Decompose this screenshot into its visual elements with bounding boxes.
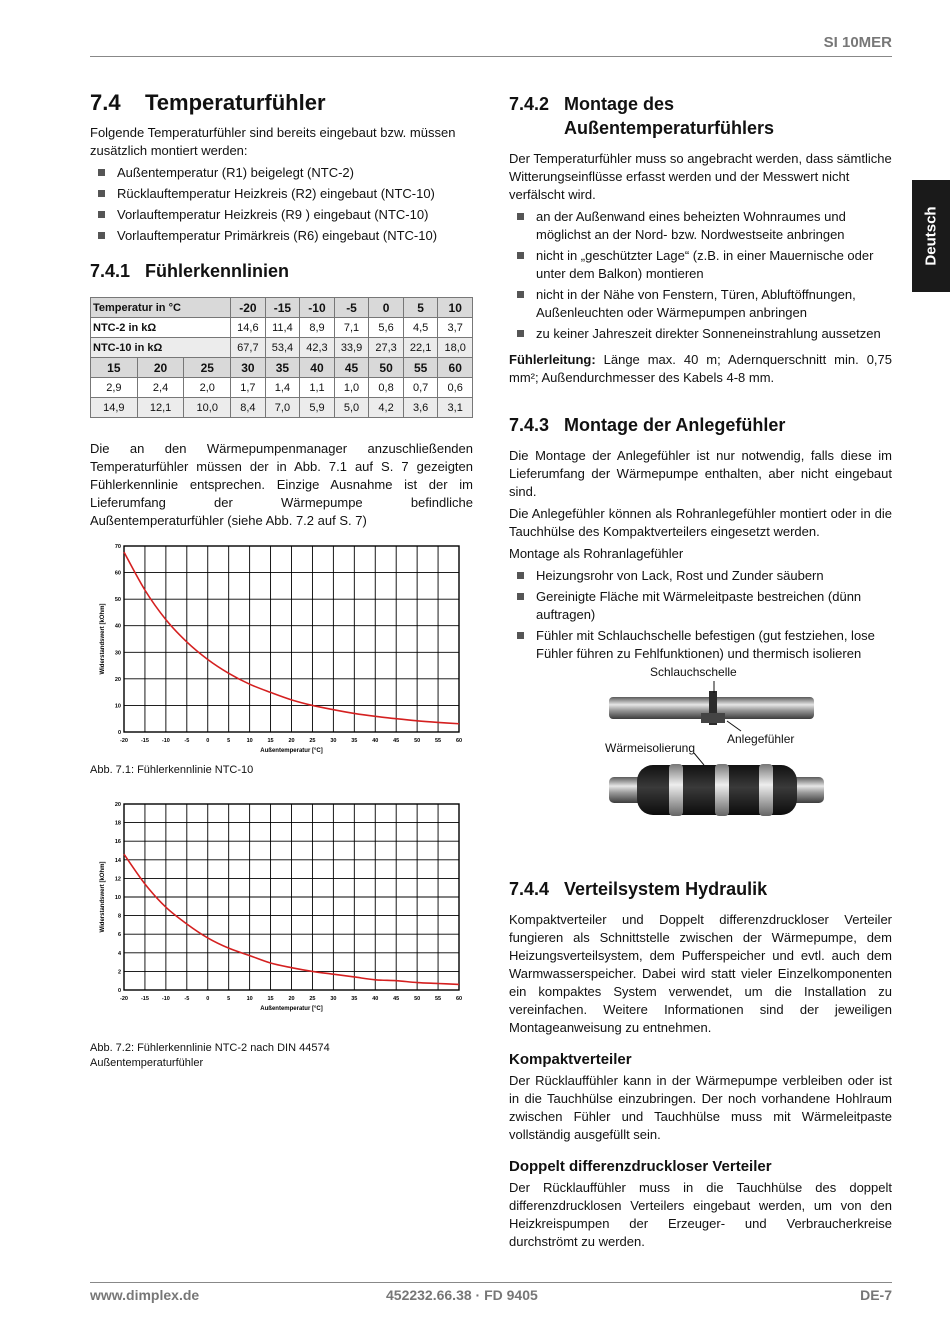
y-tick-label: 16 — [114, 839, 121, 846]
table-cell: 4,2 — [369, 398, 404, 418]
ntc10-characteristic-chart — [90, 540, 473, 755]
section-7-4-3-heading — [509, 413, 892, 437]
compact-distributor-heading: Kompaktverteiler — [509, 1051, 632, 1068]
table-cell: 30 — [231, 358, 266, 378]
x-tick-label: 25 — [309, 996, 316, 1002]
list-item: nicht in „geschützter Lage“ (z.B. in einer Mauernische oder unter dem Balkon) montieren — [509, 247, 892, 283]
section-title: Fühlerkennlinien — [145, 261, 290, 281]
table-cell: 3,1 — [438, 398, 473, 418]
x-tick-label: -15 — [140, 738, 149, 744]
section-7-4-3-para2: Die Anlegefühler können als Rohranlegefühler montiert oder in die Tauchhülse des Kompaktverteilers eingesetzt werden. — [509, 506, 892, 539]
y-tick-label: 10 — [114, 895, 121, 901]
section-number: 7.4.4 — [509, 879, 550, 899]
square-bullet-icon — [517, 330, 524, 337]
square-bullet-icon — [98, 232, 105, 239]
x-tick-label: 5 — [227, 996, 231, 1002]
section-number: 7.4.3 — [509, 415, 550, 435]
table-cell: 5,9 — [300, 398, 335, 418]
y-tick-label: 4 — [117, 950, 121, 957]
x-tick-label: 35 — [351, 996, 358, 1002]
table-cell: 60 — [438, 358, 473, 378]
table-cell: 55 — [403, 358, 438, 378]
y-tick-label: 60 — [114, 570, 121, 577]
section-7-4-1-heading — [90, 259, 473, 283]
section-7-4-4-paragraph: Kompaktverteiler und Doppelt differenzdruckloser Verteiler fungieren als Schnittstelle zwischen der Wärmepumpe, dem Heizungsverteilsystem, dem Pufferspeicher und evtl. auch dem Warmwasserspeicher. Dabei wird statt vieler Einzelkomponenten ein kompaktes System verwendet, um die Installation zu vereinfachen. Weitere Informationen sind der jeweiligen Montageanweisung zu entnehmen. — [509, 912, 892, 1035]
table-cell: 11,4 — [265, 318, 300, 338]
page-footer — [90, 1282, 892, 1303]
table-row-label: NTC-2 in kΩ — [91, 318, 231, 338]
x-tick-label: 5 — [227, 738, 231, 744]
section-7-4-2-paragraph: Der Temperaturfühler muss so angebracht werden, dass sämtliche Witterungseinflüsse erfasst werden und der Messwert nicht verfälscht wird. — [509, 151, 892, 202]
table-cell: 20 — [137, 358, 184, 378]
table-cell: 2,4 — [137, 378, 184, 398]
x-tick-label: -10 — [161, 996, 170, 1002]
table-cell: 22,1 — [403, 338, 438, 358]
table-cell: 33,9 — [334, 338, 369, 358]
table-cell: 42,3 — [300, 338, 335, 358]
square-bullet-icon — [517, 213, 524, 220]
square-bullet-icon — [98, 190, 105, 197]
x-tick-label: 40 — [372, 996, 379, 1002]
x-tick-label: 50 — [414, 996, 421, 1002]
table-cell: 0,8 — [369, 378, 404, 398]
y-axis-label: Widerstandswert [kOhm] — [100, 603, 106, 675]
insulation-leader-line — [694, 753, 704, 765]
y-tick-label: 20 — [114, 802, 121, 808]
table-cell: -10 — [300, 298, 335, 318]
x-tick-label: -15 — [140, 996, 149, 1002]
square-bullet-icon — [98, 211, 105, 218]
footer-website-link[interactable]: www.dimplex.de — [90, 1287, 200, 1303]
square-bullet-icon — [517, 291, 524, 298]
tape-band-shape — [669, 764, 683, 816]
square-bullet-icon — [517, 252, 524, 259]
x-tick-label: -10 — [161, 738, 170, 744]
y-tick-label: 40 — [114, 623, 121, 630]
figure-caption-line: Abb. 7.2: Fühlerkennlinie NTC-2 nach DIN 44574 — [90, 1042, 330, 1054]
table-cell: 50 — [369, 358, 404, 378]
table-cell: 25 — [184, 358, 231, 378]
section-title-line: Montage des — [564, 94, 675, 114]
table-cell: 35 — [265, 358, 300, 378]
double-distributor-heading: Doppelt differenzdruckloser Verteiler — [509, 1158, 772, 1175]
x-tick-label: 35 — [351, 738, 358, 744]
y-tick-label: 0 — [117, 730, 121, 736]
table-cell: 27,3 — [369, 338, 404, 358]
x-tick-label: 30 — [330, 996, 337, 1002]
x-tick-label: 45 — [393, 996, 400, 1002]
square-bullet-icon — [517, 632, 524, 639]
tape-band-shape — [759, 764, 773, 816]
x-tick-label: 0 — [206, 738, 210, 744]
x-tick-label: 0 — [206, 996, 210, 1002]
square-bullet-icon — [517, 593, 524, 600]
y-tick-label: 6 — [117, 932, 121, 939]
footer-doc-number: 452232.66.38 · FD 9405 — [386, 1287, 538, 1303]
figure-caption-line: Außentemperaturfühler — [90, 1057, 204, 1069]
table-cell: 10 — [438, 298, 473, 318]
table-row-label: Temperatur in °C — [91, 298, 231, 318]
x-tick-label: 40 — [372, 738, 379, 744]
section-7-4-3-para1: Die Montage der Anlegefühler ist nur notwendig, falls diese im Lieferumfang der Wärmepumpe enthalten, aber nicht eingebaut sind. — [509, 448, 892, 499]
page-header — [90, 34, 892, 57]
y-tick-label: 2 — [117, 969, 121, 976]
x-tick-label: 55 — [435, 738, 442, 744]
label-insulation: Wärmeisolierung — [605, 741, 696, 755]
table-row — [91, 358, 473, 378]
x-axis-label: Außentemperatur [°C] — [260, 748, 323, 754]
y-tick-label: 30 — [114, 650, 121, 657]
x-axis-label: Außentemperatur [°C] — [260, 1006, 323, 1012]
table-cell: 8,4 — [231, 398, 266, 418]
y-tick-label: 10 — [114, 703, 121, 710]
section-7-4-3-para3: Montage als Rohranlagefühler — [509, 546, 684, 561]
list-item: Gereinigte Fläche mit Wärmeleitpaste bestreichen (dünn auftragen) — [509, 588, 892, 624]
section-7-4-1-paragraph: Die an den Wärmepumpenmanager anzuschließenden Temperaturfühler müssen der in Abb. 7.1 auf S. 7 gezeigten Fühlerkennlinie entsprechen. Einzige Ausnahme ist der im Lieferumfang der Wärmepumpe befindliche Außentemperaturfühler (siehe Abb. 7.2 auf S. 7) — [90, 441, 473, 528]
sensor-lead-text: Länge max. 40 m; Adernquerschnitt min. 0,75 mm²; Außendurchmesser des Kabels 4-8 mm. — [509, 352, 892, 385]
list-item: Fühler mit Schlauchschelle befestigen (gut festziehen, lose Fühler führen zu Fehlfunktionen) und thermisch isolieren — [509, 627, 892, 663]
table-cell: 3,7 — [438, 318, 473, 338]
list-item: Vorlauftemperatur Primärkreis (R6) eingebaut (NTC-10) — [90, 227, 473, 245]
list-item: Vorlauftemperatur Heizkreis (R9 ) eingebaut (NTC-10) — [90, 206, 473, 224]
table-cell: 15 — [91, 358, 138, 378]
y-tick-label: 8 — [117, 913, 121, 920]
x-tick-label: 55 — [435, 996, 442, 1002]
table-cell: 12,1 — [137, 398, 184, 418]
double-distributor-text: Der Rücklauffühler muss in die Tauchhülse des doppelt differenzdrucklosen Verteilers eingebaut werden, um von den Heizkreispumpen der Erzeuger- und Verbraucherkreise durchströmt zu werden. — [509, 1180, 892, 1249]
section-number: 7.4 — [90, 90, 121, 115]
table-row-label: NTC-10 in kΩ — [91, 338, 231, 358]
table-cell: 14,9 — [91, 398, 138, 418]
section-number: 7.4.1 — [90, 261, 131, 281]
x-tick-label: 20 — [288, 738, 295, 744]
sensor-body-shape — [701, 713, 725, 723]
compact-distributor-text: Der Rücklauffühler kann in der Wärmepumpe verbleiben oder ist in die Tauchhülse einzubringen. Der noch vorhandene Hohlraum zwischen Fühler und Tauchhülse muss mit Wärmeleitpaste vollständig ausgefüllt sein. — [509, 1073, 892, 1142]
y-tick-label: 20 — [114, 676, 121, 683]
table-cell: -15 — [265, 298, 300, 318]
y-tick-label: 0 — [117, 988, 121, 994]
x-tick-label: 60 — [455, 996, 463, 1002]
list-item: Rücklauftemperatur Heizkreis (R2) eingebaut (NTC-10) — [90, 185, 473, 203]
mounting-rules-list — [509, 208, 892, 343]
right-column — [509, 92, 892, 1255]
table-cell: 14,6 — [231, 318, 266, 338]
table-cell: 53,4 — [265, 338, 300, 358]
section-7-4-2-heading — [509, 92, 892, 140]
table-cell: 2,9 — [91, 378, 138, 398]
x-tick-label: 45 — [393, 738, 400, 744]
table-cell: 3,6 — [403, 398, 438, 418]
x-tick-label: 25 — [309, 738, 316, 744]
pipe-sensor-illustration — [509, 665, 892, 841]
table-cell: 40 — [300, 358, 335, 378]
y-tick-label: 14 — [114, 857, 121, 864]
section-title: Temperaturfühler — [145, 90, 326, 115]
language-tab — [912, 180, 950, 292]
table-cell: 1,4 — [265, 378, 300, 398]
section-7-4-heading — [90, 90, 473, 116]
table-cell: 7,1 — [334, 318, 369, 338]
pipe-sensor-photo — [509, 671, 892, 841]
y-axis-label: Widerstandswert [kOhm] — [100, 861, 106, 933]
list-item: zu keiner Jahreszeit direkter Sonneneinstrahlung aussetzen — [509, 325, 892, 343]
x-tick-label: -5 — [184, 738, 190, 744]
x-tick-label: 20 — [288, 996, 295, 1002]
header-doc-id: SI 10MER — [823, 34, 892, 51]
x-tick-label: 50 — [414, 738, 421, 744]
table-cell: 1,1 — [300, 378, 335, 398]
sensor-lead-spec — [509, 351, 892, 387]
table-row — [91, 378, 473, 398]
table-cell: -20 — [231, 298, 266, 318]
left-column — [90, 90, 473, 1091]
y-tick-label: 12 — [114, 876, 121, 883]
table-cell: 2,0 — [184, 378, 231, 398]
table-cell: 5,6 — [369, 318, 404, 338]
x-tick-label: 10 — [246, 738, 253, 744]
language-tab-label: Deutsch — [922, 206, 940, 266]
y-tick-label: 70 — [114, 544, 121, 550]
x-tick-label: 60 — [455, 738, 463, 744]
sensor-leader-line — [727, 721, 741, 731]
table-cell: 0,6 — [438, 378, 473, 398]
sensor-list — [90, 164, 473, 245]
figure-caption-7-2 — [90, 1041, 473, 1071]
table-cell: 67,7 — [231, 338, 266, 358]
sensor-characteristic-table — [90, 297, 473, 418]
x-tick-label: -20 — [120, 738, 128, 744]
table-cell: 45 — [334, 358, 369, 378]
section-title: Verteilsystem Hydraulik — [564, 879, 768, 899]
figure-caption-7-1: Abb. 7.1: Fühlerkennlinie NTC-10 — [90, 764, 254, 776]
table-row — [91, 338, 473, 358]
x-tick-label: 15 — [267, 996, 274, 1002]
table-cell: 7,0 — [265, 398, 300, 418]
table-cell: 10,0 — [184, 398, 231, 418]
table-row — [91, 398, 473, 418]
table-cell: 18,0 — [438, 338, 473, 358]
footer-page-number: DE-7 — [860, 1287, 892, 1303]
table-cell: 0,7 — [403, 378, 438, 398]
sensor-lead-label: Fühlerleitung: — [509, 352, 596, 367]
x-tick-label: -5 — [184, 996, 190, 1002]
square-bullet-icon — [98, 169, 105, 176]
ntc2-characteristic-chart — [90, 798, 473, 1013]
label-hose-clamp: Schlauchschelle — [650, 665, 737, 679]
section-7-4-4-heading — [509, 877, 892, 901]
list-item: nicht in der Nähe von Fenstern, Türen, Abluftöffnungen, Außenleuchten oder Wärmepumpen anbringen — [509, 286, 892, 322]
label-pipe-sensor: Anlegefühler — [727, 732, 795, 746]
table-row — [91, 298, 473, 318]
table-row — [91, 318, 473, 338]
y-tick-label: 18 — [114, 820, 121, 827]
x-tick-label: 30 — [330, 738, 337, 744]
section-title: Montage der Anlegefühler — [564, 415, 786, 435]
table-cell: 0 — [369, 298, 404, 318]
x-tick-label: 15 — [267, 738, 274, 744]
table-cell: 5 — [403, 298, 438, 318]
table-cell: 1,7 — [231, 378, 266, 398]
y-tick-label: 50 — [114, 597, 121, 604]
square-bullet-icon — [517, 572, 524, 579]
section-number: 7.4.2 — [509, 94, 550, 114]
list-item: an der Außenwand eines beheizten Wohnraumes und möglichst an der Nord- bzw. Nordwestseite anbringen — [509, 208, 892, 244]
x-tick-label: -20 — [120, 996, 128, 1002]
x-tick-label: 10 — [246, 996, 253, 1002]
table-cell: 1,0 — [334, 378, 369, 398]
table-cell: -5 — [334, 298, 369, 318]
tape-band-shape — [715, 764, 729, 816]
list-item: Außentemperatur (R1) beigelegt (NTC-2) — [90, 164, 473, 182]
section-7-4-intro: Folgende Temperaturfühler sind bereits eingebaut bzw. müssen zusätzlich montiert werden: — [90, 125, 456, 158]
table-cell: 4,5 — [403, 318, 438, 338]
table-cell: 8,9 — [300, 318, 335, 338]
pipe-sensor-steps-list — [509, 567, 892, 663]
list-item: Heizungsrohr von Lack, Rost und Zunder säubern — [509, 567, 892, 585]
section-title-line: Außentemperaturfühlers — [564, 118, 775, 138]
table-cell: 5,0 — [334, 398, 369, 418]
